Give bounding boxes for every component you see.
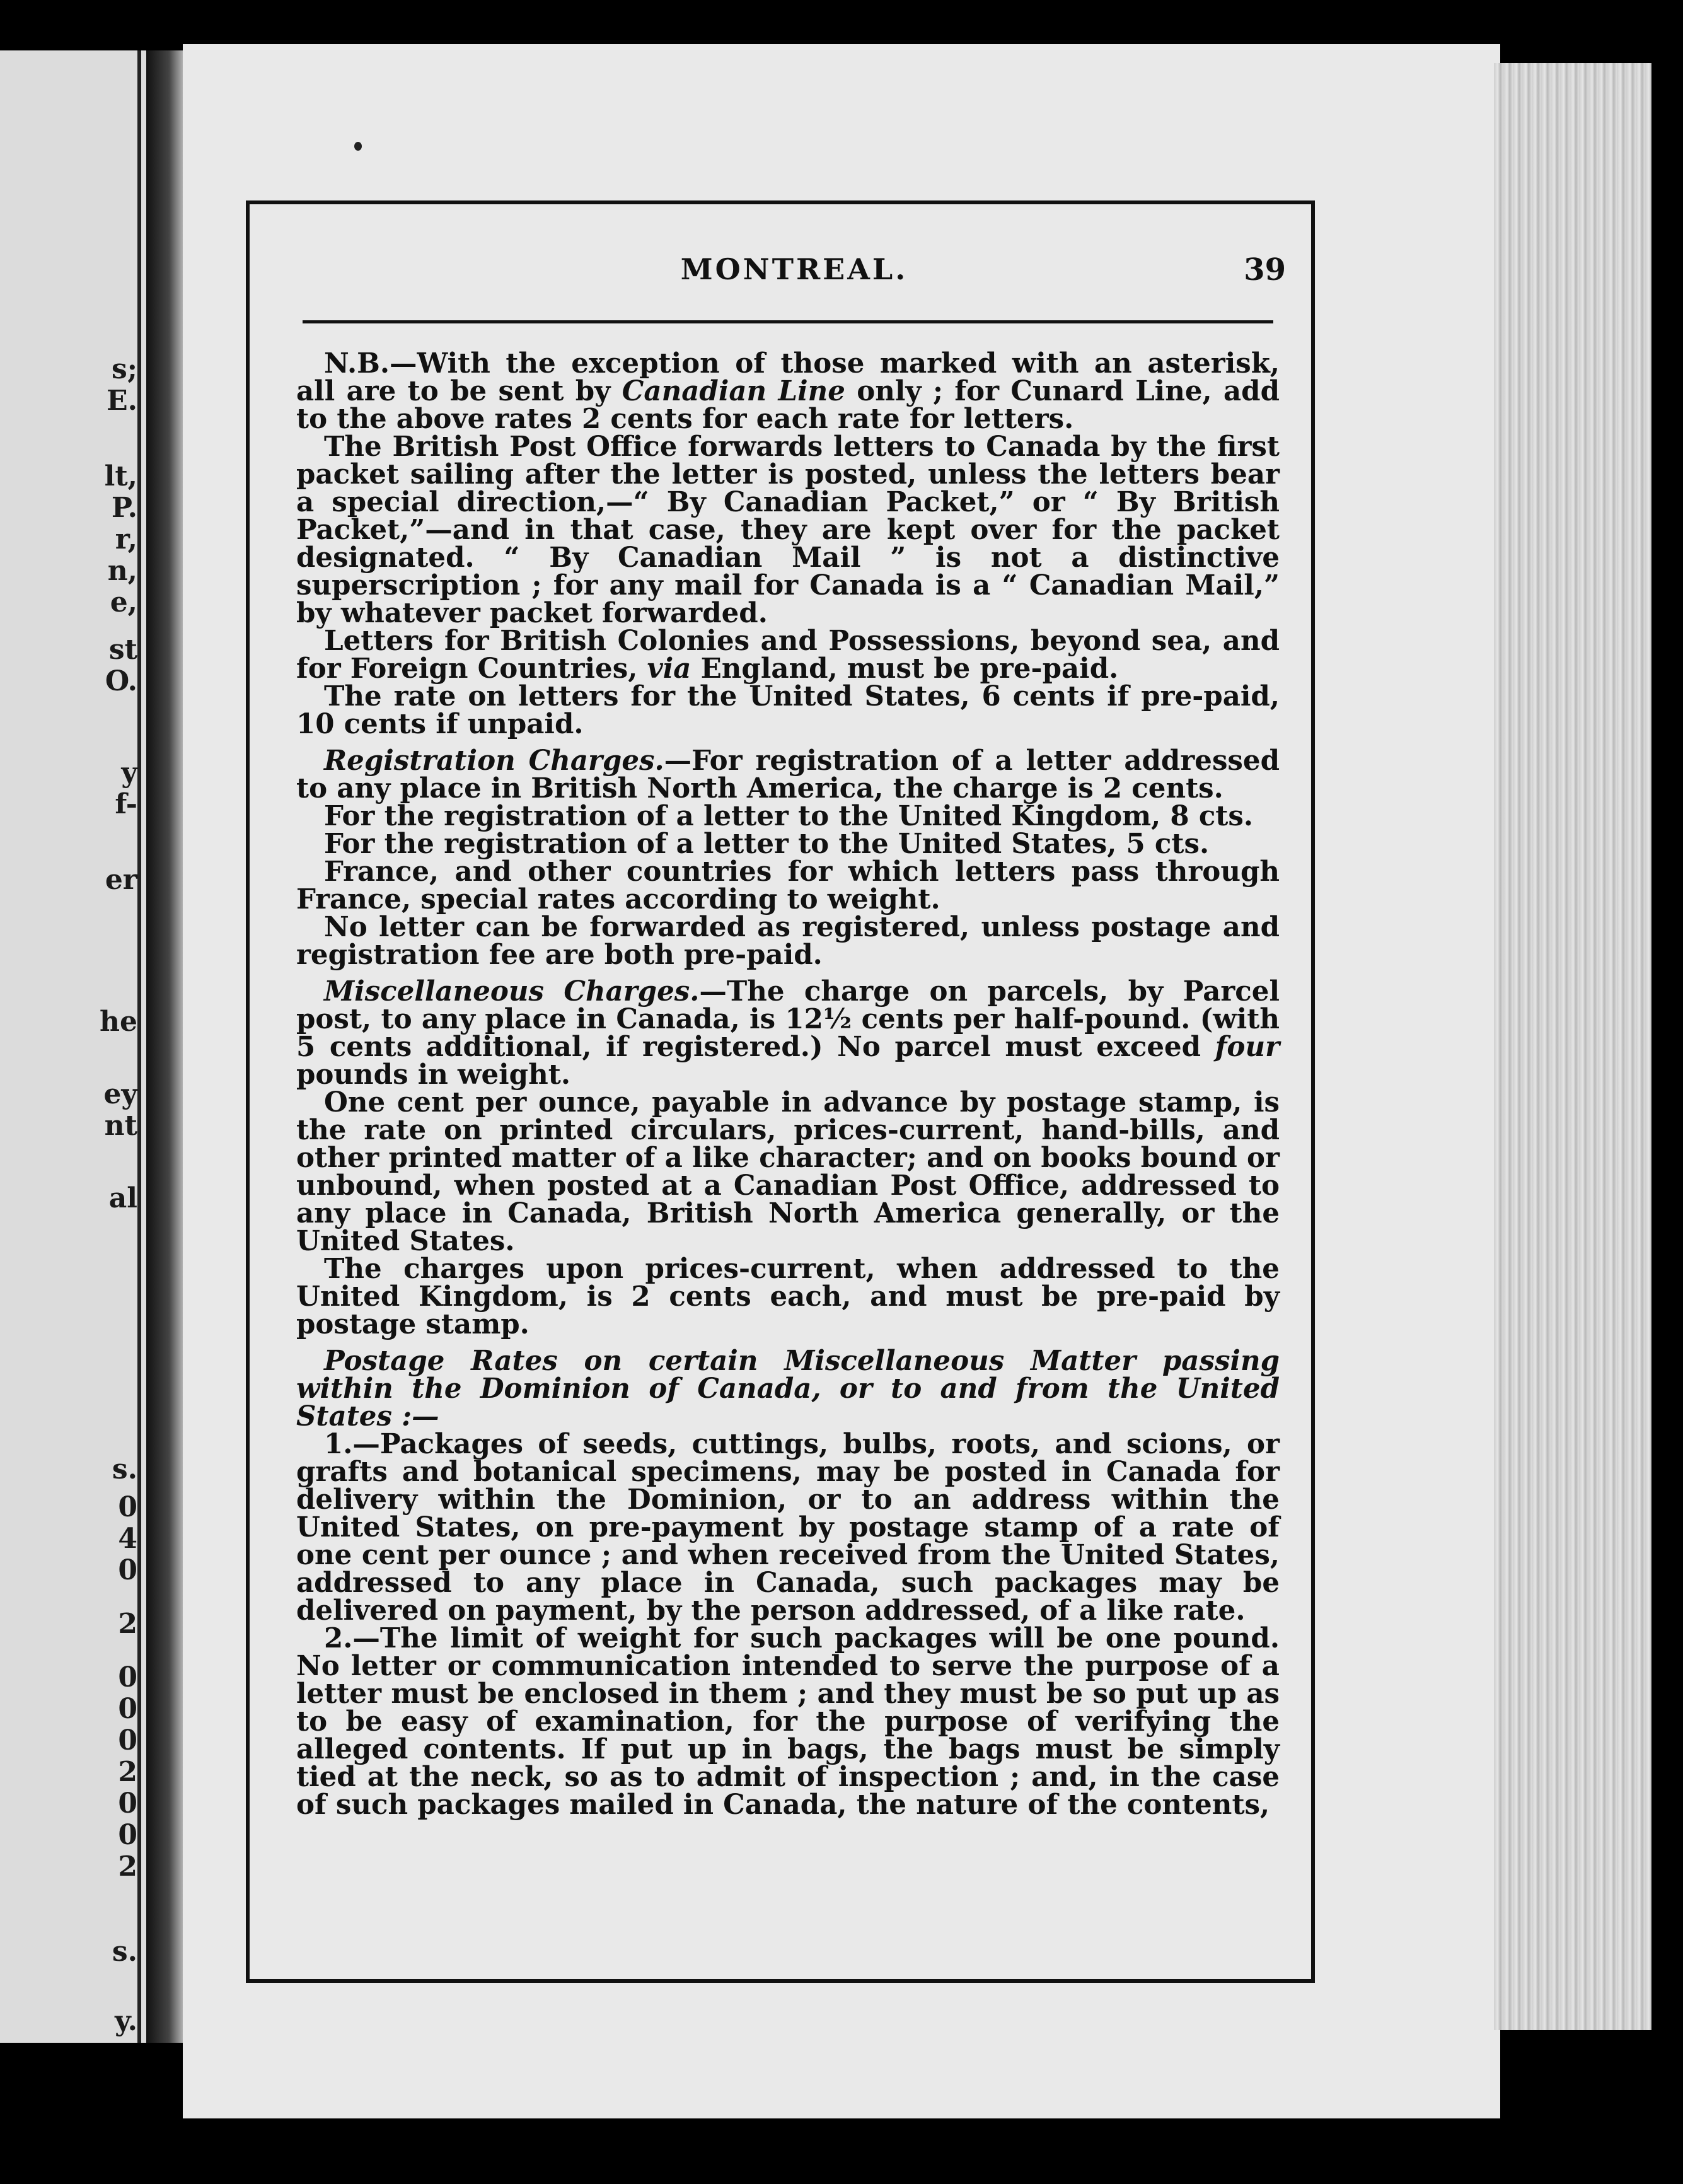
ink-speck — [354, 142, 362, 151]
paragraph: The rate on letters for the United States, 6 cents if pre-paid, 10 cents if unpaid. — [296, 680, 1280, 740]
paragraph-registration — [296, 747, 1280, 803]
text-run: Letters for British Colonies and Possessions, beyond sea, and for Foreign Countries, — [296, 625, 1280, 685]
text-run: pounds in weight. — [296, 1059, 570, 1091]
left-fragment: O. — [105, 665, 137, 697]
left-page-border — [137, 50, 141, 2043]
paragraph-miscellaneous — [296, 975, 1280, 1091]
left-fragment: 0 — [118, 1724, 137, 1757]
left-fragment: 0 — [118, 1819, 137, 1851]
left-fragment: y — [121, 757, 137, 789]
page-edges — [1494, 63, 1651, 2030]
left-fragment: P. — [111, 492, 137, 524]
italic-run: Registration Charges. — [324, 745, 664, 777]
left-page-fragment — [0, 50, 146, 2043]
paragraph-postage-rates: Postage Rates on certain Miscellaneous Matter passing within the Dominion of Canada, or to and from the United States :— — [296, 1345, 1280, 1432]
text-run: only ; for Cunard Line, add to the above rates 2 cents for each rate for letters. — [296, 375, 1280, 435]
left-fragment: 2 — [118, 1756, 137, 1788]
left-fragment: al — [108, 1182, 137, 1214]
left-fragment: lt, — [104, 460, 137, 492]
italic-run: Miscellaneous Charges. — [324, 975, 700, 1008]
left-fragment: nt — [104, 1110, 137, 1142]
left-fragment: 0 — [118, 1693, 137, 1725]
paragraph: No letter can be forwarded as registered, unless postage and registration fee are both pre-paid. — [296, 911, 1280, 971]
paragraph: One cent per ounce, payable in advance by postage stamp, is the rate on printed circulars, prices-current, hand-bills, and other printed matter of a like character; and on books bound or unbound, when posted at a Canadian Post Office, addressed to any place in Canada, British North America generally, or the United States. — [296, 1086, 1280, 1257]
paragraph — [296, 627, 1280, 683]
left-fragment: st — [108, 634, 137, 666]
paragraph: France, and other countries for which letters pass through France, special rates according to weight. — [296, 856, 1280, 915]
left-fragment: e, — [110, 586, 137, 619]
text-run: —The charge on parcels, by Parcel post, to any place in Canada, is 12½ cents per half-pound. (with 5 cents additional, if registered.) No parcel must exceed — [296, 975, 1280, 1063]
page-header — [303, 252, 1286, 298]
paragraph-nb — [296, 347, 1280, 435]
left-fragment: 2 — [118, 1608, 137, 1640]
left-fragment: n, — [107, 555, 137, 587]
book-gutter — [146, 50, 184, 2043]
left-fragment: s. — [112, 1453, 137, 1485]
left-fragment: ey — [103, 1078, 137, 1110]
paragraph: 1.—Packages of seeds, cuttings, bulbs, roots, and scions, or grafts and botanical specimens, may be posted in Canada for delivery within the Dominion, or to an address within the United States, on pre-payment by postage stamp of a rate of one cent per ounce ; and when received from the United States, addressed to any place in Canada, such packages may be delivered on payment, by the person addressed, of a like rate. — [296, 1428, 1280, 1627]
left-fragment: r, — [115, 523, 137, 555]
left-fragment: 0 — [118, 1554, 137, 1586]
body-text — [296, 347, 1280, 1821]
left-fragment: s; — [111, 353, 137, 385]
header-rule — [303, 320, 1273, 323]
italic-run: four — [1215, 1031, 1280, 1063]
paragraph: The charges upon prices-current, when addressed to the United Kingdom, is 2 cents each, and must be pre-paid by postage stamp. — [296, 1253, 1280, 1340]
left-fragment: s. — [112, 1936, 137, 1968]
left-fragment: 2 — [118, 1850, 137, 1883]
left-fragment: 0 — [118, 1787, 137, 1820]
page-number: 39 — [1244, 252, 1286, 288]
paragraph: For the registration of a letter to the United Kingdom, 8 cts. — [324, 800, 1254, 832]
left-fragment: he — [100, 1006, 137, 1038]
left-fragment: 4 — [118, 1523, 137, 1555]
left-fragment: er — [105, 864, 137, 896]
paragraph: 2.—The limit of weight for such packages will be one pound. No letter or communication intended to serve the purpose of a letter must be enclosed in them ; and they must be so put up as to be easy of examination, for the purpose of verifying the alleged contents. If put up in bags, the bags must be simply tied at the neck, so as to admit of inspection ; and, in the case of such packages mailed in Canada, the nature of the contents, — [296, 1622, 1280, 1821]
left-fragment: E. — [107, 385, 137, 417]
left-fragment: 0 — [118, 1491, 137, 1523]
left-fragment: y. — [115, 2005, 137, 2037]
text-run: N.B.—With the exception of those marked with an asterisk, all are to be sent by — [296, 347, 1280, 407]
italic-run: Canadian Line — [622, 375, 845, 407]
text-run: England, must be pre-paid. — [691, 653, 1119, 685]
italic-run: via — [647, 653, 691, 685]
paragraph: For the registration of a letter to the United States, 5 cts. — [324, 828, 1210, 860]
left-fragment: 0 — [118, 1661, 137, 1693]
text-run: —For registration of a letter addressed to any place in British North America, the charge is 2 cents. — [296, 745, 1280, 804]
paragraph: The British Post Office forwards letters to Canada by the first packet sailing after the letter is posted, unless the letters bear a special direction,—“ By Canadian Packet,” or “ By British Packet,”—and in that case, they are kept over for the packet designated. “ By Canadian Mail ” is not a distinctive superscription ; for any mail for Canada is a “ Canadian Mail,” by whatever packet forwarded. — [296, 431, 1280, 629]
left-fragment: f- — [115, 788, 137, 820]
running-head: MONTREAL. — [680, 252, 908, 286]
